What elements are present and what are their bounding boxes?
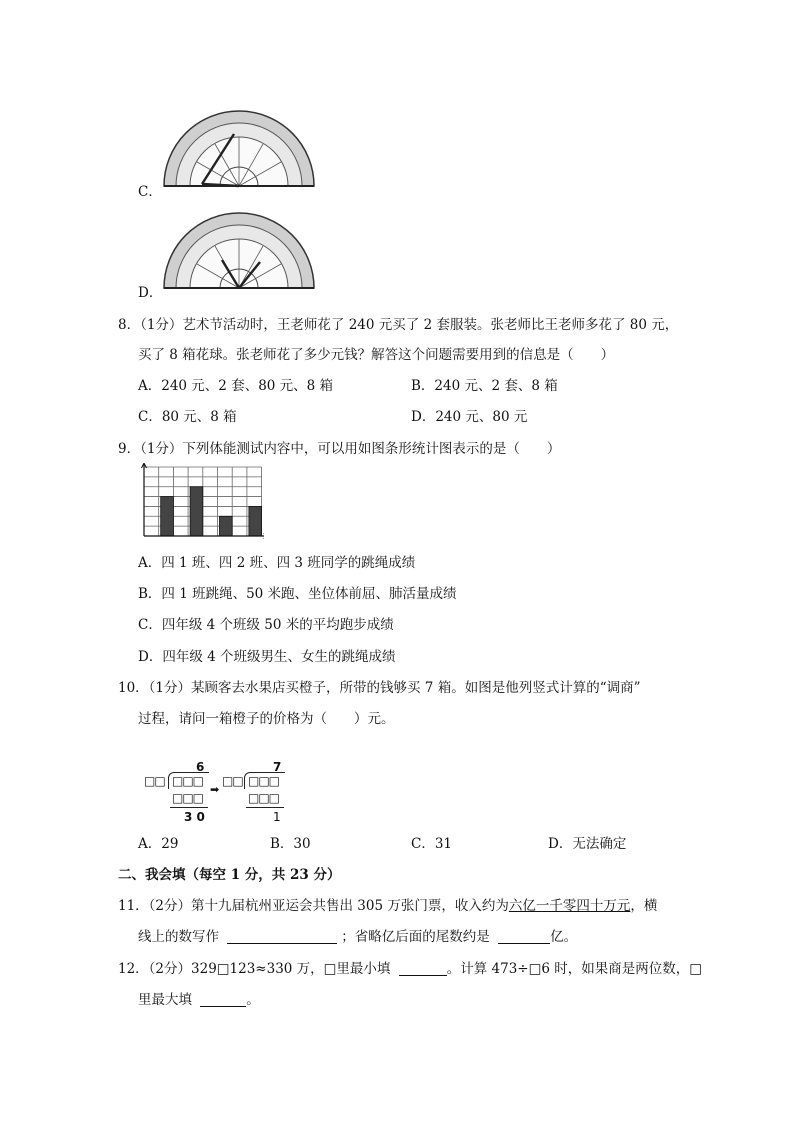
option-c-label: C．: [138, 184, 162, 200]
q11-blank-2[interactable]: [498, 929, 550, 944]
arrow-right-icon: ➡: [210, 783, 220, 796]
q11-line2: [138, 925, 577, 945]
q10-option-a: A．29: [138, 836, 179, 852]
divisor-boxes-1: □□: [144, 774, 165, 788]
option-d-label: D．: [138, 285, 163, 301]
q10-option-d: D．无法确定: [548, 836, 627, 852]
chart-bar: [161, 497, 174, 536]
q8-line1: 8．（1分）艺术节活动时，王老师花了 240 元买了 2 套服装。张老师比王老师多花了 80 元，: [118, 317, 679, 333]
q8-option-b: B．240 元、2 套、8 箱: [411, 378, 558, 394]
product-boxes-1: □□□: [172, 791, 204, 805]
q11-line1-end: ，横: [630, 898, 658, 914]
product-boxes-2: □□□: [248, 791, 280, 805]
chart-bar: [220, 516, 233, 536]
q12-blank-1[interactable]: [399, 961, 447, 976]
q9-option-c: C．四年级 4 个班级 50 米的平均跑步成绩: [138, 617, 394, 633]
q11-line1-text: 11．（2分）第十九届杭州亚运会共售出 305 万张门票，收入约为: [118, 898, 509, 914]
q12-line2: [138, 988, 260, 1008]
q12-line1: [118, 957, 702, 977]
q11-line2-text-c: 亿。: [550, 929, 578, 945]
chart-bar: [249, 506, 262, 536]
q11-line1: [118, 894, 657, 914]
q10-option-c: C．31: [411, 836, 453, 852]
protractor-c-figure: [162, 106, 316, 188]
division-figure: [142, 760, 287, 822]
q8-option-d: D．240 元、80 元: [411, 409, 528, 425]
q8-option-a: A．240 元、2 套、80 元、8 箱: [138, 378, 334, 394]
q12-line2-text-a: 里最大填: [138, 992, 192, 1008]
q12-line2-text-b: 。: [246, 992, 260, 1008]
q11-line2-text-b: ；省略亿后面的尾数约是: [341, 929, 490, 945]
rule-2: [246, 807, 284, 808]
q9-option-b: B．四 1 班跳绳、50 米跑、坐位体前屈、肺活量成绩: [138, 586, 457, 602]
remainder-1: 3 0: [184, 810, 205, 824]
q9-line1: 9．（1分）下列体能测试内容中，可以用如图条形统计图表示的是（ ）: [118, 441, 561, 457]
dividend-boxes-1: □□□: [172, 774, 204, 788]
rule-1: [170, 807, 208, 808]
q12-line1-text-b: 。计算 473÷□6 时，如果商是两位数，□: [446, 961, 702, 977]
q9-option-d: D．四年级 4 个班级男生、女生的跳绳成绩: [138, 649, 396, 665]
q11-underlined-amount: 六亿一千零四十万元: [508, 898, 631, 914]
chart-bar: [190, 487, 203, 536]
q8-line2: 买了 8 箱花球。张老师花了多少元钱？解答这个问题需要用到的信息是（ ）: [138, 347, 615, 363]
q10-line2: 过程，请问一箱橙子的价格为（ ）元。: [138, 711, 395, 727]
bar-chart: [138, 463, 264, 541]
dividend-boxes-2: □□□: [248, 774, 280, 788]
q10-option-b: B．30: [270, 836, 311, 852]
protractor-d-figure: [162, 208, 316, 290]
q12-line1-text-a: 12．（2分）329□123≈330 万，□里最小填: [118, 961, 391, 977]
q10-line1: 10．（1分）某顾客去水果店买橙子，所带的钱够买 7 箱。如图是他列竖式计算的“调商”: [118, 680, 641, 696]
q12-blank-2[interactable]: [200, 992, 246, 1007]
quotient-1: 6: [196, 760, 205, 774]
section-heading: 二、我会填（每空 1 分，共 23 分）: [118, 867, 341, 883]
q9-option-a: A．四 1 班、四 2 班、四 3 班同学的跳绳成绩: [138, 555, 416, 571]
q8-option-c: C．80 元、8 箱: [138, 409, 237, 425]
q11-blank-1[interactable]: [227, 929, 337, 944]
q11-line2-text-a: 线上的数写作: [138, 929, 219, 945]
divisor-boxes-2: □□: [222, 774, 243, 788]
quotient-2: 7: [273, 760, 282, 774]
remainder-2: 1: [273, 810, 281, 824]
